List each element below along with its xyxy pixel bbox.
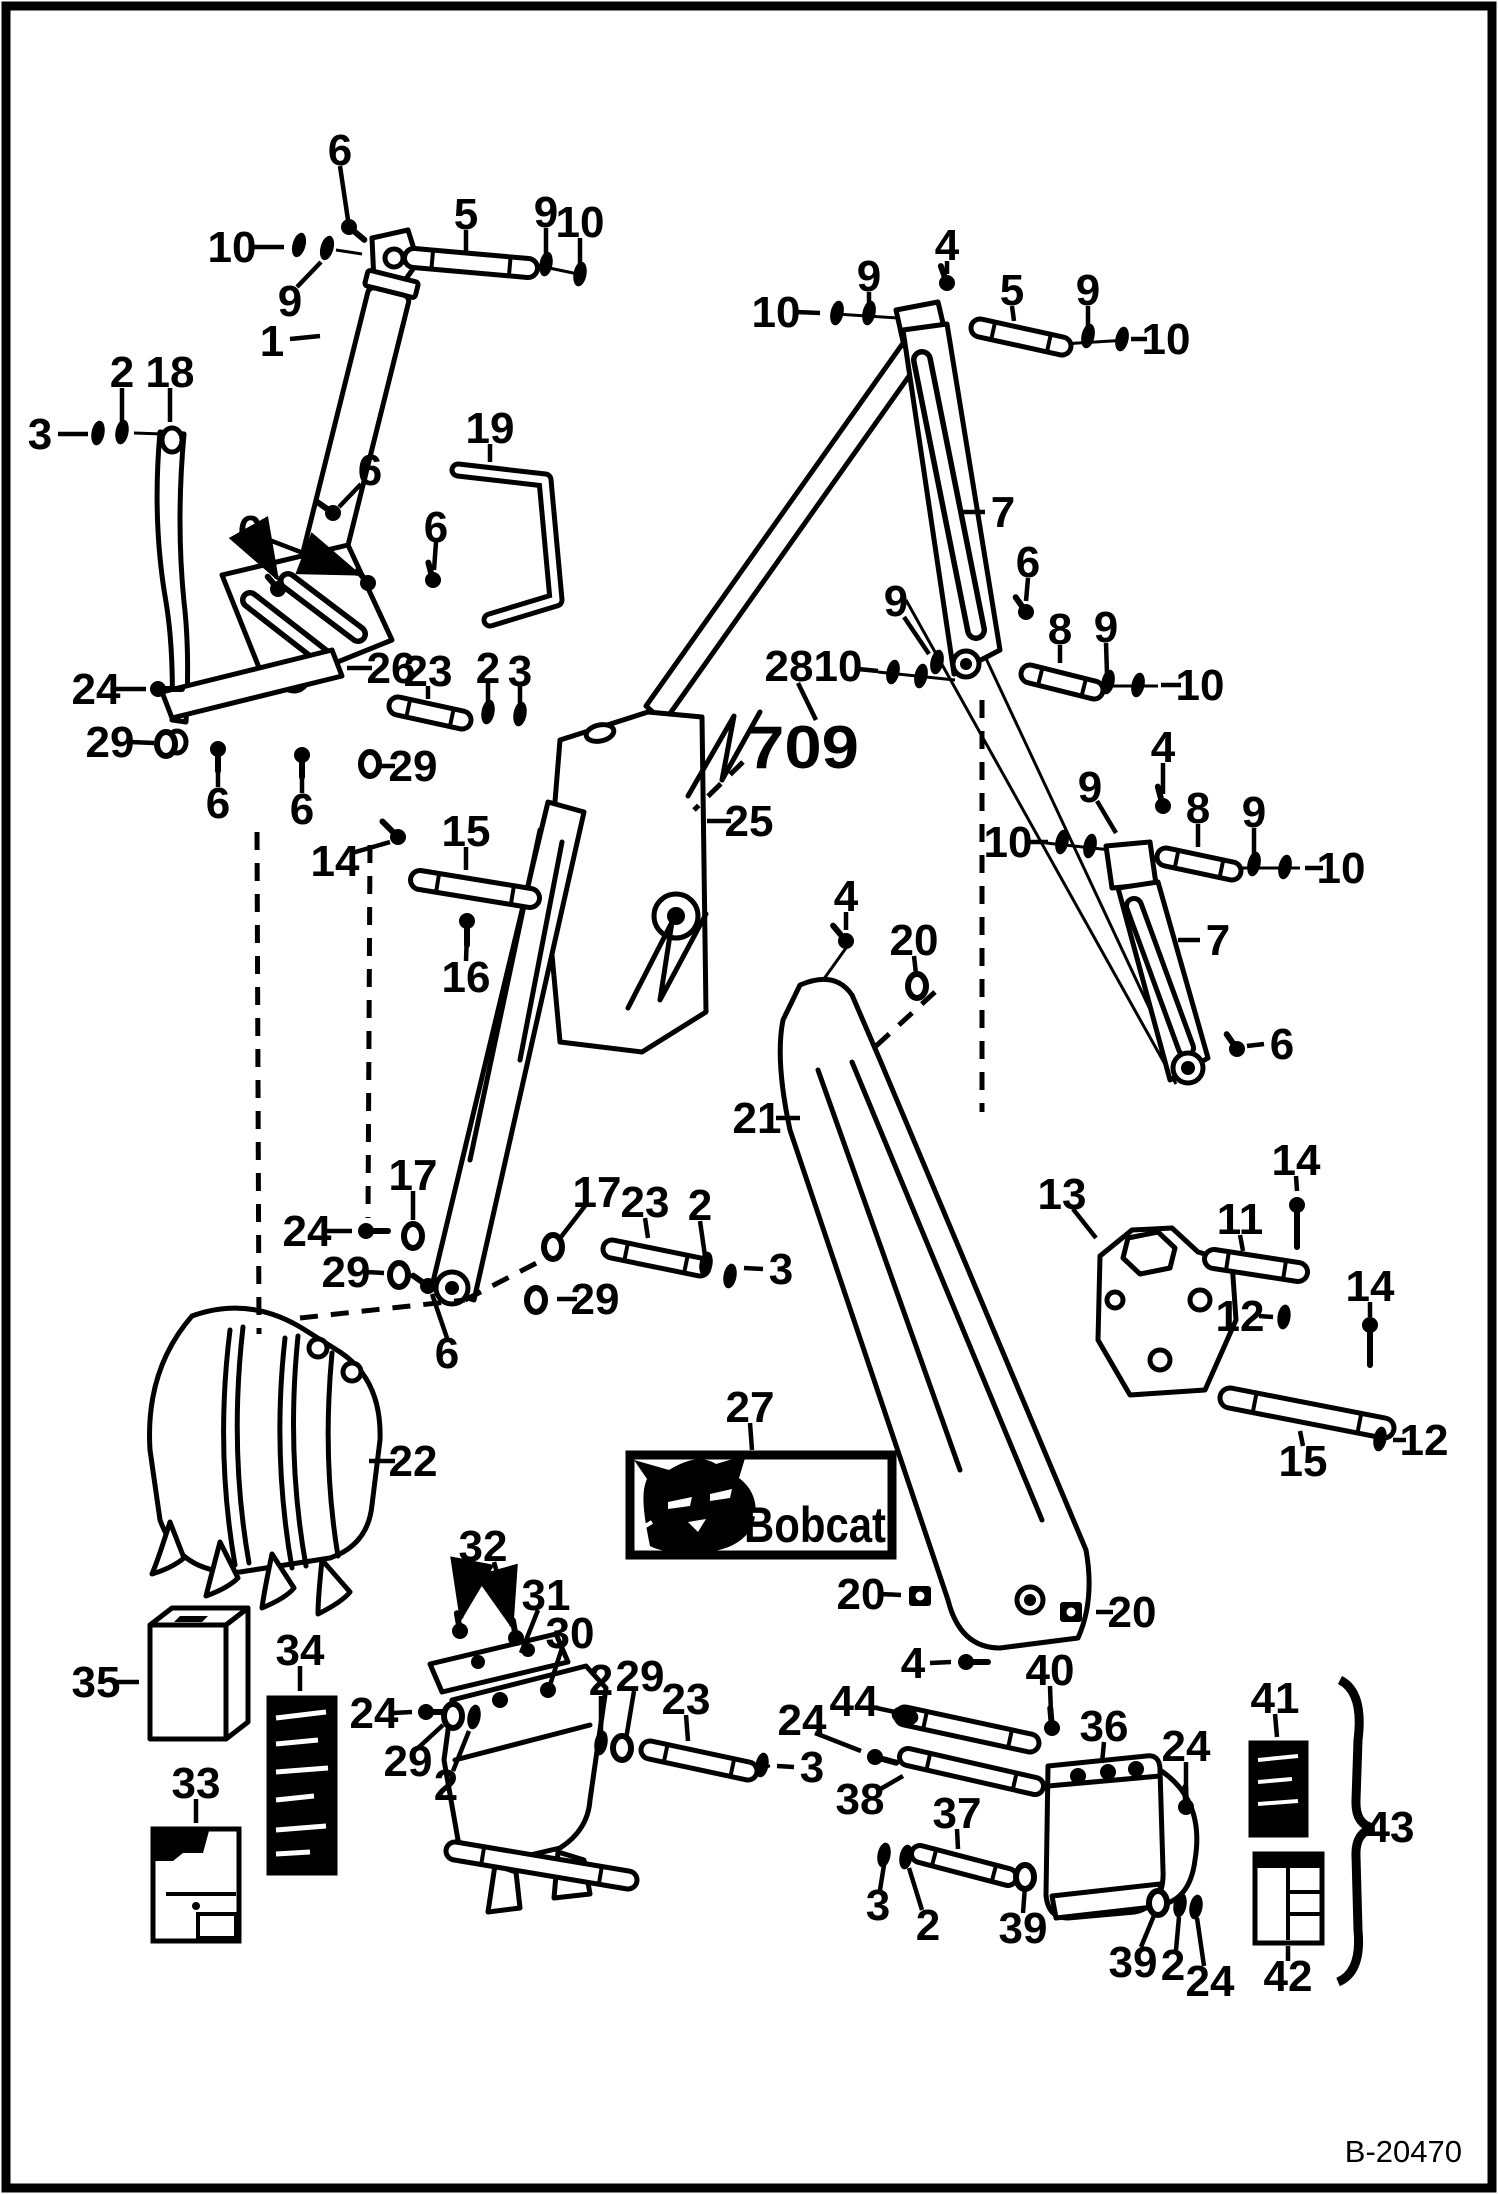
callout-17: 17 bbox=[388, 1151, 438, 1200]
callout-30: 30 bbox=[545, 1609, 595, 1658]
callout-6: 6 bbox=[423, 503, 449, 552]
bushing-glyph bbox=[404, 1224, 422, 1248]
callout-10: 10 bbox=[983, 818, 1033, 867]
callout-23: 23 bbox=[661, 1675, 711, 1724]
leader-line-3 bbox=[744, 1268, 763, 1269]
washer-glyph bbox=[912, 662, 930, 689]
callout-10: 10 bbox=[1316, 844, 1366, 893]
callout-13: 13 bbox=[1037, 1170, 1087, 1219]
callout-4: 4 bbox=[934, 221, 960, 270]
washer-glyph bbox=[828, 299, 846, 326]
callout-6: 6 bbox=[1015, 538, 1041, 587]
callout-5: 5 bbox=[999, 266, 1025, 315]
bushing-glyph bbox=[390, 1263, 408, 1287]
callout-29: 29 bbox=[615, 1652, 665, 1701]
callout-24: 24 bbox=[349, 1689, 399, 1738]
washer-glyph bbox=[1171, 1892, 1188, 1919]
callout-23: 23 bbox=[620, 1178, 670, 1227]
callout-1: 1 bbox=[259, 317, 285, 366]
callout-14: 14 bbox=[310, 837, 360, 886]
bolt-glyph bbox=[413, 1276, 428, 1286]
callout-20: 20 bbox=[836, 1570, 886, 1619]
callout-25: 25 bbox=[724, 797, 774, 846]
grab-link-lower-part bbox=[1106, 842, 1208, 1083]
callout-18: 18 bbox=[145, 348, 195, 397]
callout-28: 28 bbox=[764, 642, 814, 691]
bobcat-logo-text: Bobcat bbox=[744, 1497, 887, 1553]
callout-15: 15 bbox=[441, 807, 491, 856]
washer-glyph bbox=[1276, 853, 1294, 880]
bushing-glyph bbox=[361, 752, 379, 776]
hose-guide-part bbox=[458, 470, 556, 620]
callout-14: 14 bbox=[1271, 1136, 1321, 1185]
callout-29: 29 bbox=[383, 1737, 433, 1786]
callout-10: 10 bbox=[751, 288, 801, 337]
callout-9: 9 bbox=[1075, 266, 1101, 315]
bushing-glyph bbox=[1149, 1891, 1167, 1915]
callout-21: 21 bbox=[732, 1094, 782, 1143]
callout-24: 24 bbox=[1185, 1957, 1235, 2006]
callout-6: 6 bbox=[327, 126, 353, 175]
callout-6: 6 bbox=[237, 507, 263, 556]
callout-9: 9 bbox=[856, 252, 882, 301]
decal-42 bbox=[1255, 1854, 1322, 1943]
nut-glyph bbox=[916, 1592, 925, 1601]
callout-34: 34 bbox=[275, 1626, 325, 1675]
callout-4: 4 bbox=[1150, 723, 1176, 772]
callout-44: 44 bbox=[829, 1677, 879, 1726]
washer-glyph bbox=[289, 231, 308, 259]
leader-line-32 bbox=[494, 1562, 512, 1626]
callout-40: 40 bbox=[1025, 1646, 1075, 1695]
washer-glyph bbox=[875, 1842, 892, 1869]
callout-2: 2 bbox=[915, 1901, 941, 1950]
washer-glyph bbox=[721, 1263, 738, 1290]
bucket-part bbox=[150, 1308, 381, 1614]
callout-29: 29 bbox=[321, 1248, 371, 1297]
callout-22: 22 bbox=[388, 1437, 438, 1486]
decal-34 bbox=[268, 1697, 336, 1874]
callout-16: 16 bbox=[441, 953, 491, 1002]
callout-2: 2 bbox=[433, 1761, 459, 1810]
callout-10: 10 bbox=[1175, 661, 1225, 710]
callout-9: 9 bbox=[1241, 788, 1267, 837]
pin-collar bbox=[431, 249, 433, 271]
callout-24: 24 bbox=[282, 1207, 332, 1256]
callout-2: 2 bbox=[687, 1181, 713, 1230]
bolt-glyph bbox=[1227, 1034, 1237, 1049]
decal-41 bbox=[1250, 1742, 1307, 1836]
callout-3: 3 bbox=[799, 1743, 825, 1792]
decal-33 bbox=[153, 1829, 239, 1941]
callout-20: 20 bbox=[1107, 1588, 1157, 1637]
washer-glyph bbox=[884, 658, 902, 685]
callout-10: 10 bbox=[555, 198, 605, 247]
callout-2: 2 bbox=[1160, 1941, 1186, 1990]
callout-6: 6 bbox=[434, 1329, 460, 1378]
grab-link-upper-part bbox=[896, 302, 1000, 677]
callout-38: 38 bbox=[835, 1775, 885, 1824]
callout-31: 31 bbox=[521, 1571, 571, 1620]
washer-glyph bbox=[89, 420, 106, 447]
bushing-glyph bbox=[1016, 1865, 1034, 1889]
callout-3: 3 bbox=[865, 1881, 891, 1930]
callout-6: 6 bbox=[357, 446, 383, 495]
leader-line-4 bbox=[930, 1662, 951, 1663]
callout-39: 39 bbox=[1108, 1938, 1158, 1987]
model-decal-text: 709 bbox=[747, 714, 859, 781]
leader-line-3 bbox=[777, 1766, 794, 1767]
bushing-glyph bbox=[613, 1736, 631, 1760]
washer-glyph bbox=[317, 234, 336, 262]
callout-37: 37 bbox=[932, 1789, 982, 1838]
frame-mount-part bbox=[1046, 1756, 1197, 1918]
figure-code: B-20470 bbox=[1344, 2134, 1462, 2169]
bushing-glyph bbox=[527, 1288, 545, 1312]
callout-43: 43 bbox=[1365, 1803, 1415, 1852]
callout-41: 41 bbox=[1250, 1674, 1300, 1723]
callout-4: 4 bbox=[900, 1639, 926, 1688]
callout-17: 17 bbox=[572, 1168, 622, 1217]
callout-9: 9 bbox=[1077, 763, 1103, 812]
callout-10: 10 bbox=[207, 223, 257, 272]
nut-glyph bbox=[1067, 1608, 1076, 1617]
bobcat-logo bbox=[630, 1455, 892, 1555]
callout-3: 3 bbox=[768, 1245, 794, 1294]
callout-24: 24 bbox=[71, 665, 121, 714]
callout-35: 35 bbox=[71, 1658, 121, 1707]
bushing-glyph bbox=[908, 974, 926, 998]
callout-6: 6 bbox=[1269, 1020, 1295, 1069]
callout-9: 9 bbox=[277, 277, 303, 326]
callout-8: 8 bbox=[1185, 784, 1211, 833]
washer-glyph bbox=[1113, 325, 1131, 352]
dashed-leader-line bbox=[368, 845, 370, 1218]
callout-15: 15 bbox=[1278, 1437, 1328, 1486]
callout-7: 7 bbox=[990, 488, 1016, 537]
washer-glyph bbox=[928, 648, 946, 675]
callout-5: 5 bbox=[453, 190, 479, 239]
callout-8: 8 bbox=[1047, 605, 1073, 654]
callout-24: 24 bbox=[1161, 1722, 1211, 1771]
callout-6: 6 bbox=[205, 779, 231, 828]
callout-39: 39 bbox=[998, 1904, 1048, 1953]
callout-9: 9 bbox=[883, 577, 909, 626]
callout-4: 4 bbox=[833, 872, 859, 921]
callout-20: 20 bbox=[889, 916, 939, 965]
callout-29: 29 bbox=[570, 1275, 620, 1324]
dashed-leader-line bbox=[876, 992, 935, 1046]
callout-9: 9 bbox=[1093, 603, 1119, 652]
callout-10: 10 bbox=[1141, 315, 1191, 364]
callout-27: 27 bbox=[725, 1383, 775, 1432]
callout-26: 26 bbox=[366, 644, 416, 693]
callout-14: 14 bbox=[1345, 1262, 1395, 1311]
callout-33: 33 bbox=[171, 1759, 221, 1808]
callout-36: 36 bbox=[1079, 1702, 1129, 1751]
washer-glyph bbox=[113, 419, 130, 446]
callout-11: 11 bbox=[1216, 1195, 1264, 1244]
washer-glyph bbox=[1081, 832, 1099, 859]
callout-6: 6 bbox=[289, 785, 315, 834]
washer-glyph bbox=[1187, 1894, 1204, 1921]
callout-12: 12 bbox=[1215, 1292, 1265, 1341]
bushing-glyph bbox=[544, 1235, 562, 1259]
dashed-leader-line bbox=[257, 832, 259, 1334]
callout-42: 42 bbox=[1263, 1952, 1313, 2001]
leader-line-1 bbox=[290, 336, 320, 339]
callout-32: 32 bbox=[458, 1522, 508, 1571]
callout-23: 23 bbox=[403, 647, 453, 696]
callout-3: 3 bbox=[507, 647, 533, 696]
manual-box-part bbox=[150, 1608, 248, 1739]
callout-2: 2 bbox=[475, 644, 501, 693]
callout-24: 24 bbox=[777, 1696, 827, 1745]
callout-7: 7 bbox=[1205, 916, 1231, 965]
callout-29: 29 bbox=[85, 718, 135, 767]
leader-line-6 bbox=[1247, 1044, 1264, 1046]
callout-3: 3 bbox=[27, 410, 53, 459]
washer-glyph bbox=[1129, 671, 1147, 698]
callout-29: 29 bbox=[388, 742, 438, 791]
washer-glyph bbox=[1276, 1304, 1292, 1331]
bobcat-head-icon bbox=[634, 1455, 756, 1553]
callout-19: 19 bbox=[465, 404, 515, 453]
callout-10: 10 bbox=[813, 642, 863, 691]
callout-12: 12 bbox=[1399, 1416, 1449, 1465]
pin-collar bbox=[509, 255, 511, 277]
callout-2: 2 bbox=[588, 1656, 614, 1705]
callout-2: 2 bbox=[109, 348, 135, 397]
bushing-glyph bbox=[157, 732, 175, 756]
callout-9: 9 bbox=[533, 188, 559, 237]
bolt-glyph bbox=[382, 821, 398, 837]
bushing-glyph bbox=[444, 1704, 462, 1728]
